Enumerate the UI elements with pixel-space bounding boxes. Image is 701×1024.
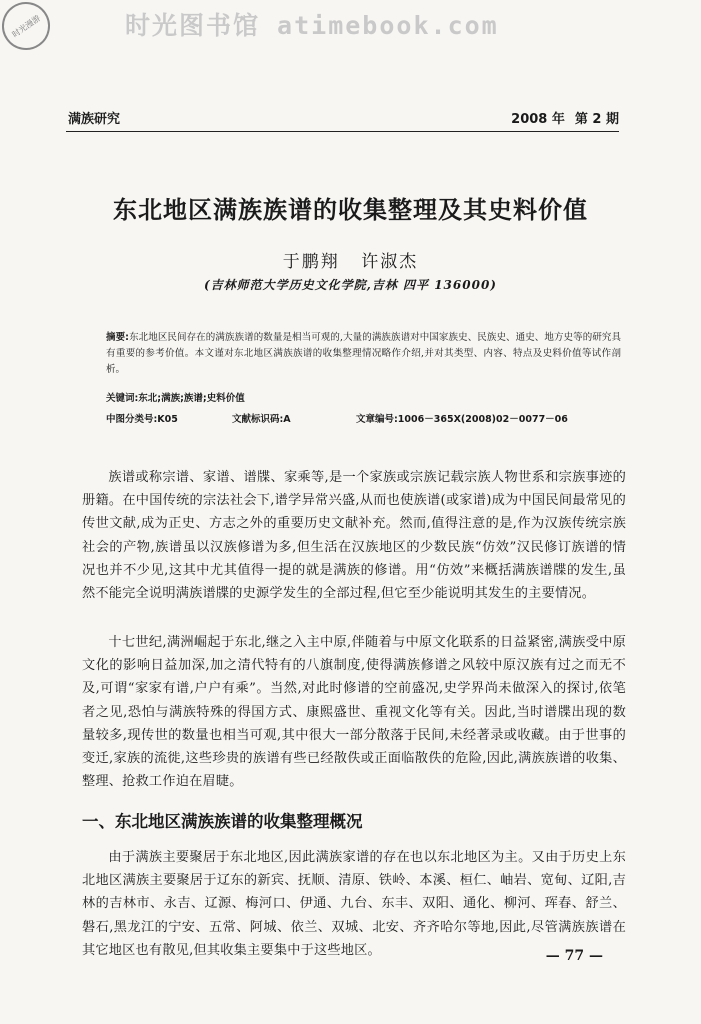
body-paragraph-1 bbox=[82, 466, 626, 605]
body-paragraph-2 bbox=[82, 631, 626, 793]
issue-number: 第 2 期 bbox=[574, 112, 619, 127]
clc-number: 中图分类号:K05 bbox=[106, 414, 178, 425]
journal-name: 满族研究 bbox=[68, 112, 121, 127]
keywords: 关键词:东北;满族;族谱;史料价值 bbox=[106, 393, 245, 404]
article-authors: 于鹏翔 许淑杰 bbox=[282, 252, 419, 272]
author-affiliation: (吉林师范大学历史文化学院,吉林 四平 136000) bbox=[204, 278, 497, 292]
running-head bbox=[68, 108, 619, 127]
abstract-label: 摘要: bbox=[106, 332, 129, 343]
watermark-site: 时光图书馆 atimebook.com bbox=[125, 11, 499, 40]
article-number: 文章编号:1006－365X(2008)02－0077－06 bbox=[356, 414, 568, 425]
watermark-stamp bbox=[0, 0, 59, 59]
article-title: 东北地区满族族谱的收集整理及其史料价值 bbox=[113, 196, 588, 224]
issue-year: 2008 年 bbox=[511, 112, 565, 127]
document-code: 文献标识码:A bbox=[232, 414, 291, 425]
issue-info bbox=[501, 108, 619, 127]
stamp-text: 时光漫游 bbox=[10, 13, 42, 39]
body-paragraph-3 bbox=[82, 846, 626, 962]
abstract bbox=[106, 330, 621, 378]
paragraph-text: 十七世纪,满洲崛起于东北,继之入主中原,伴随着与中原文化联系的日益紧密,满族受中原文化的影响日益加深,加之清代特有的八旗制度,使得满族修谱之风较中原汉族有过之而无不及,可谓“家家有谱,户户有乘”。当然,对此时修谱的空前盛况,史学界尚未做深入的探讨,依笔者之见,恐怕与满族特殊的得国方式、康熙盛世、重视文化等有关。因此,当时谱牒出现的数量较多,现传世的数量也相当可观,其中很大一部分散落于民间,未经著录或收藏。由于世事的变迁,家族的流徙,这些珍贵的族谱有些已经散佚或正面临散佚的危险,因此,满族族谱的收集、整理、抢救工作迫在眉睫。 bbox=[82, 635, 626, 790]
paragraph-text: 族谱或称宗谱、家谱、谱牒、家乘等,是一个家族或宗族记载宗族人物世系和宗族事迹的册籍。在中国传统的宗法社会下,谱学异常兴盛,从而也使族谱(或家谱)成为中国民间最常见的传世文献,成为正史、方志之外的重要历史文献补充。然而,值得注意的是,作为汉族传统宗族社会的产物,族谱虽以汉族修谱为多,但生活在汉族地区的少数民族“仿效”汉民修订族谱的情况也并不少见,这其中尤其值得一提的就是满族的修谱。用“仿效”来概括满族谱牒的发生,虽然不能完全说明满族谱牒的史源学发生的全部过程,但它至少能说明其发生的主要情况。 bbox=[82, 470, 626, 602]
paragraph-text: 由于满族主要聚居于东北地区,因此满族家谱的存在也以东北地区为主。又由于历史上东北地区满族主要聚居于辽东的新宾、抚顺、清原、铁岭、本溪、桓仁、岫岩、宽甸、辽阳,吉林的吉林市、永吉、辽源、梅河口、伊通、九台、东丰、双阳、通化、柳河、珲春、舒兰、磐石,黑龙江的宁安、五常、阿城、依兰、双城、北安、齐齐哈尔等地,因此,尽管满族族谱在其它地区也有散见,但其收集主要集中于这些地区。 bbox=[82, 850, 626, 958]
abstract-text: 东北地区民间存在的满族族谱的数量是相当可观的,大量的满族族谱对中国家族史、民族史、通史、地方史等的研究具有重要的参考价值。本文谨对东北地区满族族谱的收集整理情况略作介绍,并对其类型、内容、特点及史料价值等试作剖析。 bbox=[106, 332, 621, 375]
header-rule bbox=[66, 131, 619, 132]
page-number: — 77 — bbox=[545, 948, 603, 964]
section-heading: 一、东北地区满族族谱的收集整理概况 bbox=[82, 812, 363, 831]
